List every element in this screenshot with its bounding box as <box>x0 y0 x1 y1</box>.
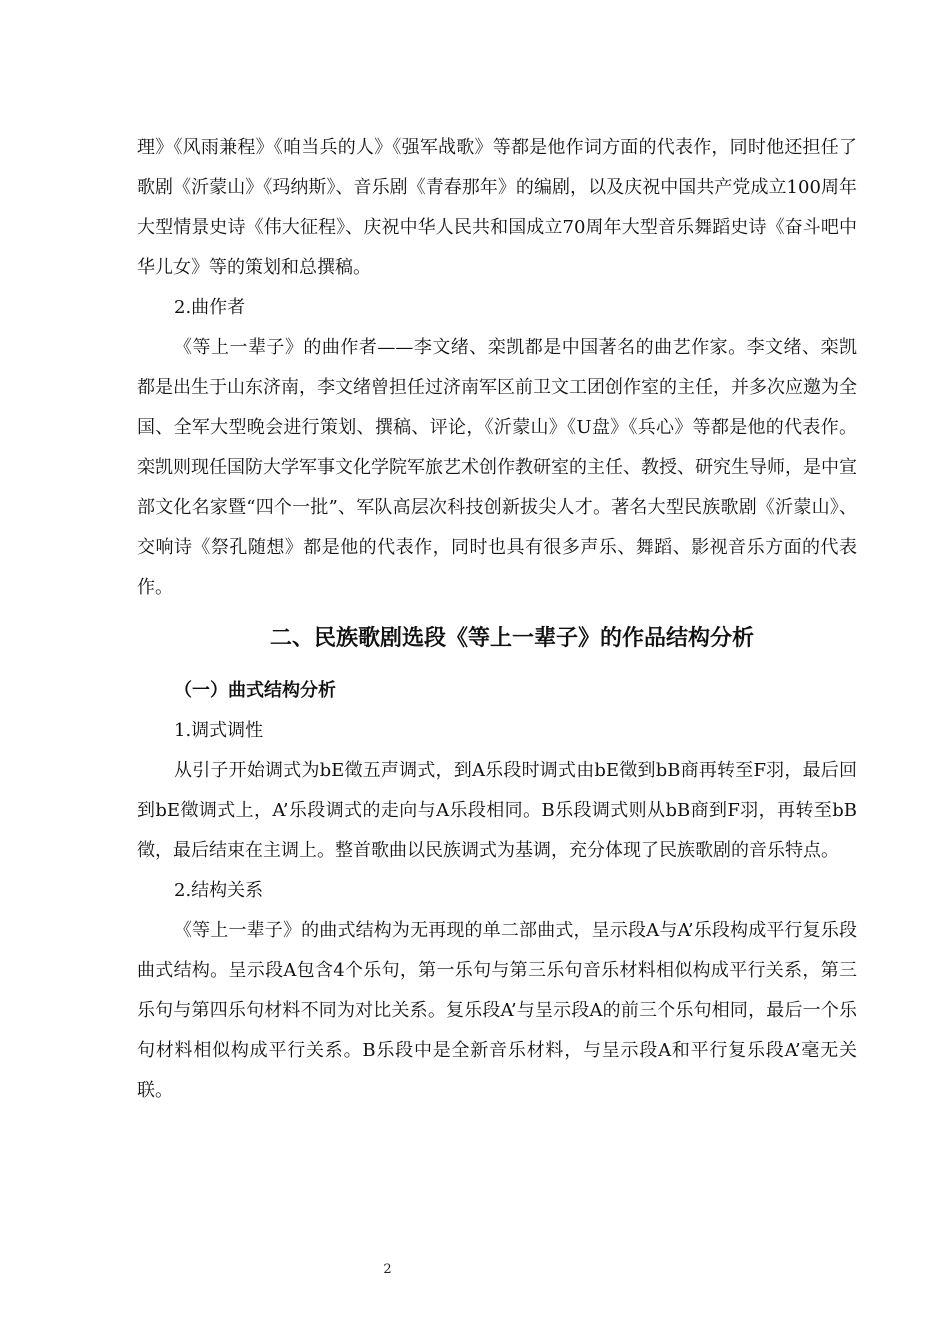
page-content <box>137 128 857 1111</box>
continued-paragraph: 理》《风雨兼程》《咱当兵的人》《强军战歌》等都是他作词方面的代表作，同时他还担任了歌剧《沂蒙山》《玛纳斯》、音乐剧《青春那年》的编剧，以及庆祝中国共产党成立100周年大型情景史诗《伟大征程》、庆祝中华人民共和国成立70周年大型音乐舞蹈史诗《奋斗吧中华儿女》等的策划和总撰稿。 <box>137 137 857 278</box>
composer-heading: 2.曲作者 <box>174 297 246 318</box>
structure-heading: 2.结构关系 <box>174 880 264 901</box>
structure-paragraph: 《等上一辈子》的曲式结构为无再现的单二部曲式，呈示段A与A’乐段构成平行复乐段曲式结构。呈示段A包含4个乐句，第一乐句与第三乐句音乐材料相似构成平行关系，第三乐句与第四乐句材料不同为对比关系。复乐段A’与呈示段A的前三个乐句相同，最后一个乐句材料相似构成平行关系。B乐段中是全新音乐材料，与呈示段A和平行复乐段A’毫无关联。 <box>137 920 857 1101</box>
page-number: 2 <box>383 1262 392 1277</box>
mode-paragraph: 从引子开始调式为bE徵五声调式，到A乐段时调式由bE徵到bB商再转至F羽，最后回到bE徵调式上，A’乐段调式的走向与A乐段相同。B乐段调式则从bB商到F羽，再转至bB徵，最后结束在主调上。整首歌曲以民族调式为基调，充分体现了民族歌剧的音乐特点。 <box>137 760 857 861</box>
mode-heading: 1.调式调性 <box>174 720 264 741</box>
subsection-title: （一）曲式结构分析 <box>174 680 336 701</box>
composer-paragraph: 《等上一辈子》的曲作者——李文绪、栾凯都是中国著名的曲艺作家。李文绪、栾凯都是出生于山东济南，李文绪曾担任过济南军区前卫文工团创作室的主任，并多次应邀为全国、全军大型晚会进行策划、撰稿、评论，《沂蒙山》《U盘》《兵心》等都是他的代表作。栾凯则现任国防大学军事文化学院军旅艺术创作教研室的主任、教授、研究生导师，是中宣部文化名家暨“四个一批”、军队高层次科技创新拔尖人才。著名大型民族歌剧《沂蒙山》、交响诗《祭孔随想》都是他的代表作，同时也具有很多声乐、舞蹈、影视音乐方面的代表作。 <box>137 337 857 598</box>
section-title: 二、民族歌剧选段《等上一辈子》的作品结构分析 <box>269 626 754 651</box>
